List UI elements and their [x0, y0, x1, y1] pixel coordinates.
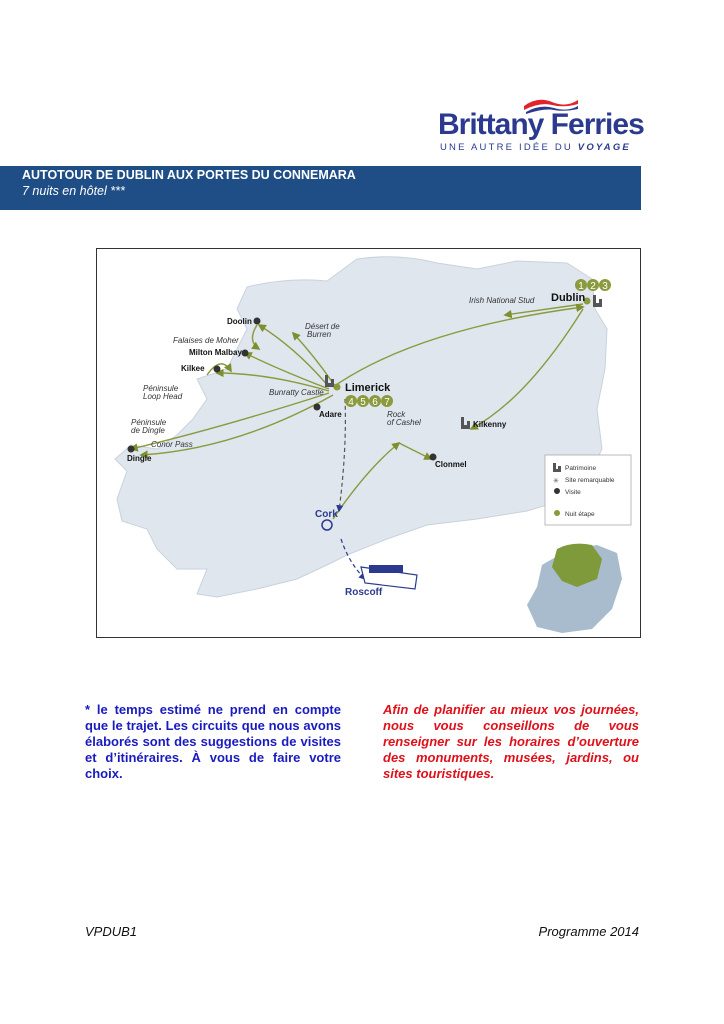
limerick-night-7: 7 [384, 397, 390, 408]
label-desert-burren-2: Burren [307, 330, 332, 339]
label-dingle: Dingle [127, 454, 152, 463]
label-roscoff: Roscoff [345, 587, 383, 598]
site-remarquable-icon: ✳ [553, 478, 559, 485]
label-desert-burren-1: Désert de [305, 322, 340, 331]
itinerary-map [96, 248, 641, 638]
label-kilkenny: Kilkenny [473, 420, 507, 429]
map-canvas [97, 249, 640, 637]
page-title: AUTOTOUR DE DUBLIN AUX PORTES DU CONNEMARA [22, 168, 356, 182]
label-loop-head-2: Loop Head [143, 392, 183, 401]
footer-programme: Programme 2014 [538, 924, 639, 939]
brand-logo [436, 96, 644, 156]
note-planning-advice: Afin de planifier au mieux vos journées, nous vous conseillons de vous renseigner sur les horaires d’ouverture des monuments, musées, jardins, ou sites touristiques. [383, 702, 639, 781]
limerick-night-6: 6 [372, 397, 378, 408]
label-irish-national-stud: Irish National Stud [469, 296, 535, 305]
label-clonmel: Clonmel [435, 460, 467, 469]
map-legend [545, 455, 631, 525]
legend-site-remarquable: Site remarquable [565, 477, 615, 484]
label-dingle-pen-1: Péninsule [131, 418, 167, 427]
label-dublin: Dublin [551, 292, 586, 304]
label-kilkee: Kilkee [181, 364, 205, 373]
footer-code: VPDUB1 [85, 924, 138, 939]
label-dingle-pen-2: de Dingle [131, 426, 165, 435]
visite-icon [554, 488, 560, 494]
note-estimated-time: * le temps estimé ne prend en compte que le trajet. Les circuits que nous avons élaborés sont des suggestions de visites et d’itinéraires. À vous de faire votre choix. [85, 702, 341, 781]
label-loop-head-1: Péninsule [143, 384, 179, 393]
label-milton-malbay: Milton Malbay [189, 348, 242, 357]
label-limerick: Limerick [345, 382, 391, 394]
limerick-point [334, 384, 341, 391]
brand-name: Brittany Ferries [438, 108, 644, 141]
page-subtitle: 7 nuits en hôtel *** [22, 184, 125, 198]
label-cork: Cork [315, 509, 338, 520]
limerick-night-4: 4 [348, 397, 354, 408]
dublin-night-1: 1 [578, 281, 584, 292]
dublin-nights [575, 279, 611, 292]
legend-visite: Visite [565, 489, 581, 496]
nuit-etape-icon [554, 510, 560, 516]
dublin-night-2: 2 [590, 281, 596, 292]
legend-nuit-etape: Nuit étape [565, 511, 595, 518]
dublin-night-3: 3 [602, 281, 608, 292]
label-adare: Adare [319, 410, 342, 419]
label-rock-2: of Cashel [387, 418, 421, 427]
limerick-night-5: 5 [360, 397, 366, 408]
brand-tagline: UNE AUTRE IDÉE DU VOYAGE [440, 142, 631, 153]
label-rock-1: Rock [387, 410, 406, 419]
label-bunratty-castle: Bunratty Castle [269, 388, 324, 397]
label-doolin: Doolin [227, 317, 252, 326]
label-falaises-de-moher: Falaises de Moher [173, 336, 239, 345]
label-conor-pass: Conor Pass [151, 440, 193, 449]
legend-patrimoine: Patrimoine [565, 465, 597, 472]
